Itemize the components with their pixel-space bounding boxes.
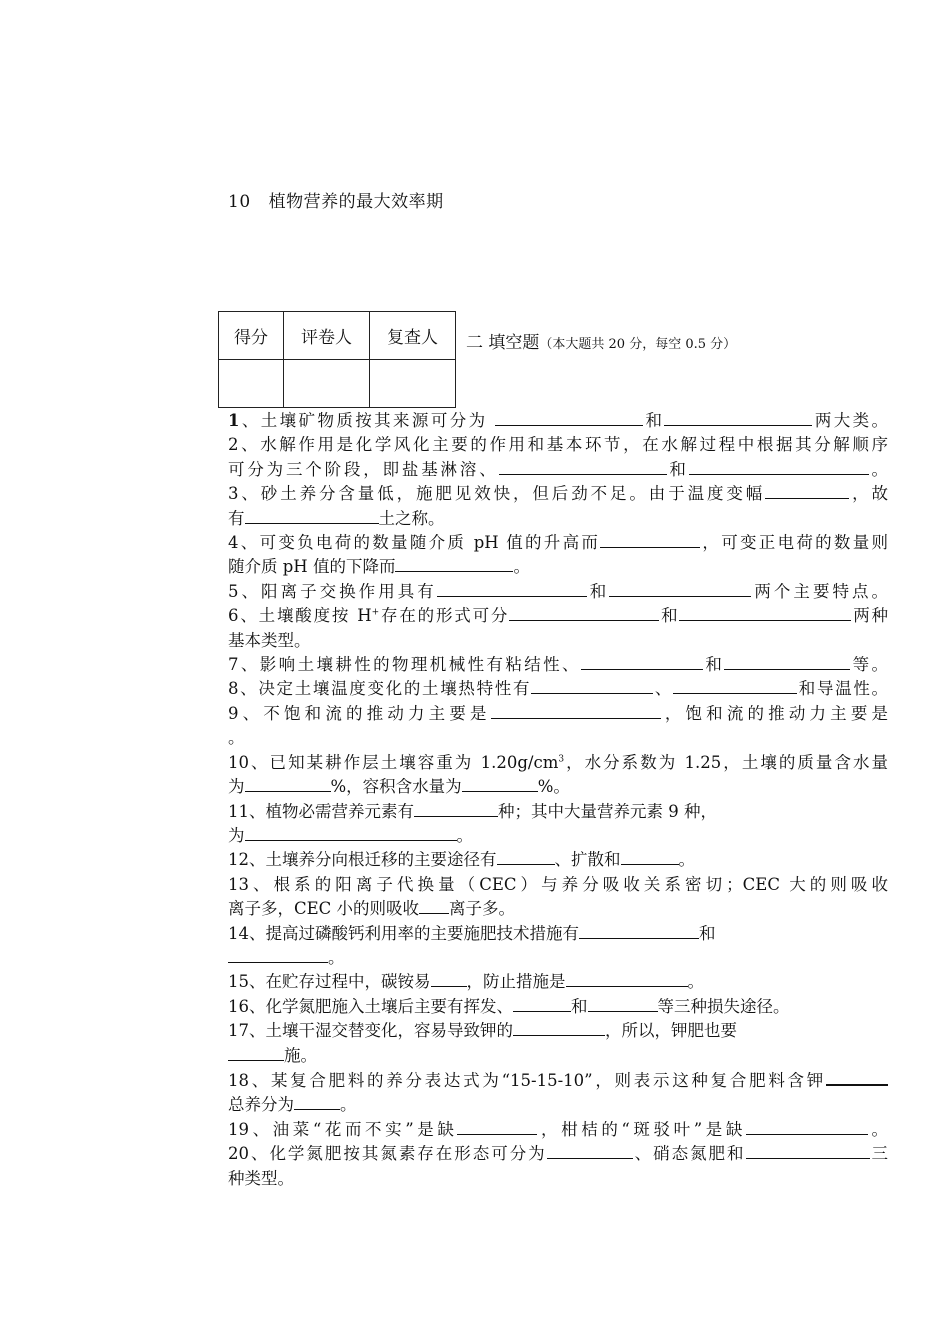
blank[interactable] (566, 970, 688, 987)
blank[interactable] (600, 531, 700, 548)
question-2-cont: 可分为三个阶段，即盐基淋溶、 和 。 (228, 459, 889, 479)
blank[interactable] (294, 1093, 340, 1110)
question-6-cont: 基本类型。 (228, 630, 311, 650)
question-5: 5、阳离子交换作用具有 和 两个主要特点。 (228, 581, 889, 601)
blank[interactable] (431, 970, 467, 987)
question-1: 1、土壤矿物质按其来源可分为 和 两大类。 (228, 411, 889, 430)
blank[interactable] (509, 604, 659, 621)
question-3-cont: 有 土之称。 (228, 508, 445, 528)
question-18-cont: 总养分为 。 (228, 1095, 357, 1115)
blank[interactable] (513, 1019, 605, 1036)
blank[interactable] (765, 482, 849, 499)
blank[interactable] (826, 1068, 888, 1086)
score-table (218, 311, 456, 408)
question-13-cont: 离子多，CEC 小的则吸收 离子多。 (228, 899, 516, 919)
question-11: 11、植物必需营养元素有 种；其中大量营养元素 9 种， (228, 801, 717, 821)
question-20-cont: 种类型。 (228, 1168, 294, 1188)
question-19: 19、油菜“花而不实”是缺 ，柑桔的“斑驳叶”是缺 。 (228, 1119, 888, 1139)
score-cell[interactable] (219, 360, 284, 408)
blank[interactable] (462, 775, 538, 792)
blank[interactable] (724, 653, 850, 670)
question-14-cont: 。 (228, 946, 888, 970)
blank[interactable] (621, 848, 679, 865)
question-17: 17、土壤干湿交替变化，容易导致钾的 ，所以，钾肥也要 (228, 1021, 737, 1041)
section-note: （本大题共 20 分，每空 0.5 分） (539, 337, 737, 352)
question-text: 植物营养的最大效率期 (268, 192, 444, 212)
question-10-cont: 为 %，容积含水量为 %。 (228, 777, 570, 797)
blank[interactable] (457, 1118, 537, 1135)
question-16: 16、化学氮肥施入土壤后主要有挥发、 和 等三种损失途径。 (228, 996, 790, 1016)
question-6: 6、土壤酸度按 H+存在的形式可分 和 两种 (228, 606, 889, 626)
blank[interactable] (609, 580, 751, 597)
blank[interactable] (499, 458, 667, 475)
question-number: 10 (228, 192, 251, 212)
fill-in-questions (228, 409, 888, 1191)
question-2: 2、水解作用是化学风化主要的作用和基本环节，在水解过程中根据其分解顺序 (228, 435, 888, 455)
blank[interactable] (437, 580, 587, 597)
question-7: 7、影响土壤耕性的物理机械性有粘结性、 和 等。 (228, 655, 889, 675)
score-header: 得分 (219, 312, 284, 360)
question-4: 4、可变负电荷的数量随介质 pH 值的升高而 ，可变正电荷的数量则 (228, 533, 888, 553)
blank[interactable] (689, 458, 869, 475)
section-heading: 二 填空题 (466, 333, 540, 353)
grader-header: 评卷人 (284, 312, 370, 360)
question-15: 15、在贮存过程中，碳铵易 ，防止措施是 。 (228, 972, 704, 992)
blank[interactable] (547, 1142, 633, 1159)
blank[interactable] (395, 555, 513, 572)
blank[interactable] (513, 995, 571, 1012)
blank[interactable] (581, 653, 703, 670)
reviewer-header: 复查人 (370, 312, 456, 360)
blank[interactable] (414, 800, 498, 817)
blank[interactable] (228, 946, 328, 963)
blank[interactable] (579, 922, 699, 939)
blank[interactable] (746, 1118, 868, 1135)
blank[interactable] (245, 775, 331, 792)
blank[interactable] (531, 677, 653, 694)
reviewer-cell[interactable] (370, 360, 456, 408)
question-10-heading (228, 187, 444, 212)
blank[interactable] (497, 848, 555, 865)
blank[interactable] (664, 409, 812, 426)
blank[interactable] (228, 1044, 284, 1061)
blank[interactable] (588, 995, 658, 1012)
blank[interactable] (419, 897, 449, 914)
question-9-cont: 。 (228, 728, 245, 748)
blank[interactable] (746, 1142, 870, 1159)
question-9: 9、不饱和流的推动力主要是 ，饱和流的推动力主要是 (228, 703, 889, 723)
question-14: 14、提高过磷酸钙利用率的主要施肥技术措施有 和 (228, 923, 716, 943)
blank[interactable] (495, 409, 643, 426)
section-title (466, 328, 736, 353)
question-18: 18、某复合肥料的养分表达式为“15-15-10”，则表示这种复合肥料含钾 (228, 1068, 888, 1093)
question-4-cont: 随介质 pH 值的下降而 。 (228, 557, 530, 577)
question-20: 20、化学氮肥按其氮素存在形态可分为 、硝态氮肥和 三 (228, 1144, 889, 1164)
blank[interactable] (245, 507, 379, 524)
question-10: 10、已知某耕作层土壤容重为 $1.20g/cm^3$，水分系数为 1.25，土壤的质量含水量 (228, 752, 888, 772)
question-8: 8、决定土壤温度变化的土壤热特性有 、 和导温性。 (228, 679, 888, 699)
question-11-cont: 为 。 (228, 825, 473, 845)
blank[interactable] (679, 604, 851, 621)
question-17-cont: 施。 (228, 1044, 888, 1068)
grader-cell[interactable] (284, 360, 370, 408)
blank[interactable] (673, 677, 797, 694)
question-12: 12、土壤养分向根迁移的主要途径有 、扩散和 。 (228, 850, 695, 870)
question-3: 3、砂土养分含量低，施肥见效快，但后劲不足。由于温度变幅 ，故 (228, 484, 889, 504)
blank[interactable] (491, 702, 661, 719)
question-13: 13、根系的阳离子代换量（CEC）与养分吸收关系密切；CEC 大的则吸收 (228, 874, 888, 894)
blank[interactable] (245, 824, 457, 841)
